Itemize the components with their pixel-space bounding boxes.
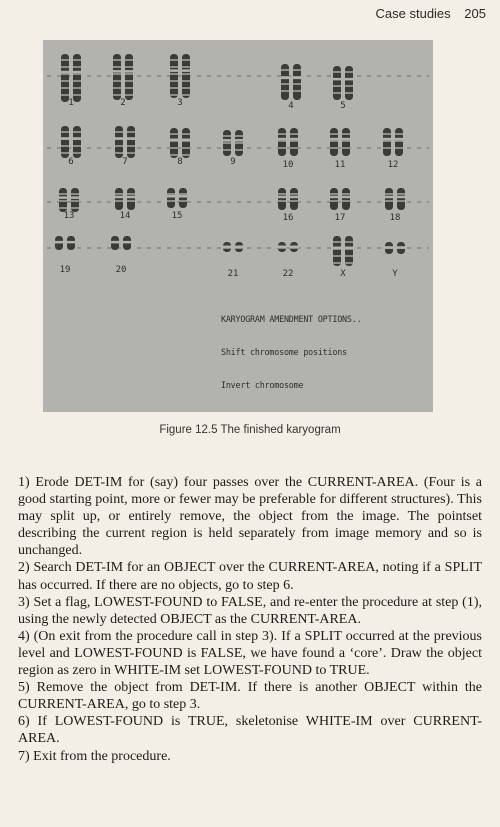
figure-caption: Figure 12.5 The finished karyogram <box>159 424 341 436</box>
chromosome-label: 15 <box>171 211 183 221</box>
chromosome-label: 22 <box>282 269 294 279</box>
menu-option-invert: Invert chromosome <box>221 380 304 390</box>
chromosome-label: 8 <box>177 157 183 167</box>
chromosome-label: 1 <box>68 98 74 108</box>
chromosome-label: 21 <box>227 269 239 279</box>
chromosome-pair-4 <box>280 64 302 100</box>
section-title: Case studies <box>375 6 451 21</box>
chromosome-label: X <box>340 269 346 279</box>
chromosome-label: Y <box>392 269 398 279</box>
chromosome-label: 4 <box>288 101 294 111</box>
chromosome-pair-5 <box>332 66 354 100</box>
menu-option-shift: Shift chromosome positions <box>221 347 347 357</box>
chromosome-pair-10 <box>277 128 299 156</box>
chromosome-pair-X <box>332 236 354 266</box>
chromosome-pair-13 <box>58 188 80 212</box>
procedure-steps <box>18 474 482 765</box>
chromosome-pair-22 <box>277 242 299 252</box>
chromosome-label: 9 <box>230 157 236 167</box>
chromosome-pair-7 <box>114 126 136 158</box>
chromosome-pair-2 <box>112 54 134 100</box>
chromosome-label: 12 <box>387 160 399 170</box>
chromosome-pair-19 <box>54 236 76 250</box>
chromosome-pair-16 <box>277 188 299 210</box>
step-6: 6) If LOWEST-FOUND is TRUE, skeletonise WHITE-IM over CURRENT-AREA. <box>18 714 482 747</box>
chromosome-pair-15 <box>166 188 188 208</box>
chromosome-pair-Y <box>384 242 406 254</box>
chromosome-pair-21 <box>222 242 244 252</box>
step-7: 7) Exit from the procedure. <box>18 748 171 764</box>
karyogram-figure <box>43 40 433 412</box>
amendment-options-menu <box>221 292 431 412</box>
chromosome-label: 2 <box>120 98 126 108</box>
chromosome-pair-17 <box>329 188 351 210</box>
step-5: 5) Remove the object from DET-IM. If there is another OBJECT within the CURRENT-AREA, go to step 3. <box>18 680 482 713</box>
page-number: 205 <box>464 6 486 21</box>
chromosome-pair-8 <box>169 128 191 158</box>
chromosome-label: 18 <box>389 213 401 223</box>
chromosome-pair-6 <box>60 126 82 158</box>
chromosome-label: 6 <box>68 157 74 167</box>
chromosome-label: 20 <box>115 265 127 275</box>
chromosome-pair-1 <box>60 54 82 102</box>
chromosome-label: 19 <box>59 265 71 275</box>
chromosome-label: 5 <box>340 101 346 111</box>
chromosome-label: 10 <box>282 160 294 170</box>
step-4: 4) (On exit from the procedure call in step 3). If a SPLIT occurred at the previous level and LOWEST-FOUND is FALSE, we have found a ‘core’. Draw the object region as zero in WHITE-IM set LOWEST-FOUND to TRUE. <box>18 628 482 679</box>
step-1: 1) Erode DET-IM for (say) four passes over the CURRENT-AREA. (Four is a good starting point, more or fewer may be preferable for different structures). This may split up, or entirely remove, the object from the image. The pointset describing the current region is held separately from image memory and so is unchanged. <box>18 475 482 559</box>
step-2: 2) Search DET-IM for an OBJECT over the CURRENT-AREA, noting if a SPLIT has occurred. If there are no objects, go to step 6. <box>18 560 482 593</box>
chromosome-label: 17 <box>334 213 346 223</box>
chromosome-label: 11 <box>334 160 346 170</box>
chromosome-pair-9 <box>222 130 244 156</box>
chromosome-pair-18 <box>384 188 406 210</box>
step-3: 3) Set a flag, LOWEST-FOUND to FALSE, and re-enter the procedure at step (1), using the newly detected OBJECT as the CURRENT-AREA. <box>18 594 482 627</box>
running-header <box>366 6 486 21</box>
chromosome-pair-11 <box>329 128 351 156</box>
chromosome-pair-12 <box>382 128 404 156</box>
chromosome-label: 3 <box>177 98 183 108</box>
chromosome-pair-14 <box>114 188 136 210</box>
chromosome-label: 13 <box>63 211 75 221</box>
chromosome-label: 7 <box>122 157 128 167</box>
menu-title: KARYOGRAM AMENDMENT OPTIONS.. <box>221 314 362 324</box>
chromosome-label: 16 <box>282 213 294 223</box>
chromosome-label: 14 <box>119 211 131 221</box>
